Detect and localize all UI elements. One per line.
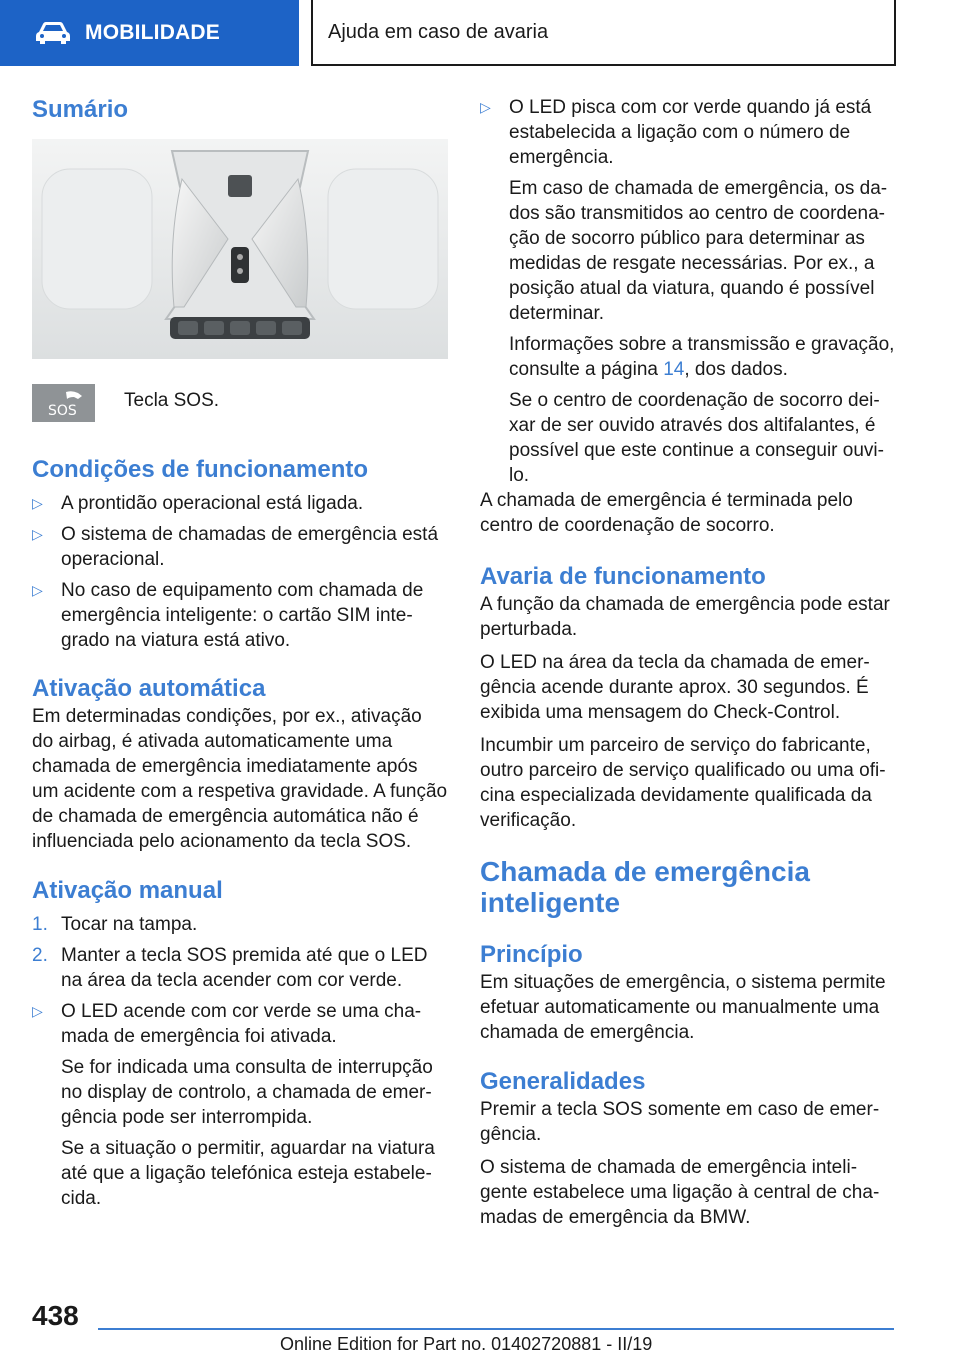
list-item: ▷ No caso de equipamento com chamada de emergência inteligente: o cartão SIM integrado na viatura está ativo. bbox=[32, 580, 424, 651]
page-number: 438 bbox=[32, 1300, 79, 1331]
section-tab-label: MOBILIDADE bbox=[85, 21, 220, 44]
avaria-heading: Avaria de funcionamento bbox=[480, 563, 766, 590]
info-paragraph: Informações sobre a transmissão e gravação, consulte a página 14, dos dados. bbox=[509, 334, 895, 380]
list-item: ▷ O sistema de chamadas de emergência está operacional. bbox=[32, 524, 439, 570]
list-item: ▷ O LED acende com cor verde se uma chamada de emergência foi ativada. bbox=[32, 1001, 422, 1047]
triangle-bullet-icon: ▷ bbox=[480, 99, 491, 115]
generalidades-paragraph: O sistema de chamada de emergência inteligente estabelece uma ligação à central de chamadas de emergência da BMW. bbox=[480, 1157, 880, 1228]
sos-key-row bbox=[32, 384, 448, 422]
condicoes-heading: Condições de funcionamento bbox=[32, 456, 369, 483]
avaria-paragraph: Incumbir um parceiro de serviço do fabricante, outro parceiro de serviço qualificado ou uma oficina especializada devidamente qualificada da verificação. bbox=[480, 735, 886, 831]
page-header bbox=[0, 0, 960, 66]
transmission-paragraph: Em caso de chamada de emergência, os dados são transmitidos ao centro de coordenação de socorro público para determinar as medidas de resgate necessárias. Por ex., a posição atual da viatura, quando é possível determinar. bbox=[509, 178, 888, 324]
sos-icon-label: SOS bbox=[47, 403, 77, 419]
list-item: ▷ A prontidão operacional está ligada. bbox=[32, 493, 364, 514]
step-item: 2. Manter a tecla SOS premida até que o LED na área da tecla acender com cor verde. bbox=[32, 945, 428, 991]
speaker-paragraph: Se o centro de coordenação de socorro deixar de ser ouvido através dos altifalantes, é possível que este continue a conseguir ouvi-lo. bbox=[509, 390, 884, 486]
end-paragraph: A chamada de emergência é terminada pelo centro de coordenação de socorro. bbox=[480, 490, 853, 536]
avaria-paragraph: A função da chamada de emergência pode estar perturbada. bbox=[480, 594, 890, 640]
step-item: 1. Tocar na tampa. bbox=[32, 914, 198, 935]
principio-heading: Princípio bbox=[480, 941, 583, 968]
overhead-console-photo bbox=[32, 139, 448, 359]
auto-paragraph: Em determinadas condições, por ex., ativação do airbag, é ativada automaticamente uma chamada de emergência imediatamente após um acidente com a respetiva gravidade. A função de chamada de emergência automática não é influenciada pelo acionamento da tecla SOS. bbox=[32, 706, 448, 852]
chapter-tab[interactable] bbox=[311, 0, 896, 66]
right-column bbox=[480, 95, 896, 1230]
manual-steps bbox=[32, 912, 448, 1049]
generalidades-paragraph: Premir a tecla SOS somente em caso de emergência. bbox=[480, 1099, 880, 1145]
left-column bbox=[32, 95, 448, 1211]
car-icon bbox=[35, 21, 71, 45]
generalidades-heading: Generalidades bbox=[480, 1068, 646, 1095]
triangle-bullet-icon: ▷ bbox=[32, 495, 43, 511]
manual-heading: Ativação manual bbox=[32, 877, 223, 904]
condicoes-list bbox=[32, 491, 448, 653]
sos-button-icon bbox=[32, 384, 95, 422]
triangle-bullet-icon: ▷ bbox=[32, 1003, 43, 1019]
sos-caption: Tecla SOS. bbox=[124, 390, 220, 411]
page-link[interactable]: 14 bbox=[663, 359, 685, 380]
sumario-heading: Sumário bbox=[32, 96, 129, 123]
led-list bbox=[480, 95, 896, 170]
triangle-bullet-icon: ▷ bbox=[32, 582, 43, 598]
avaria-paragraph: O LED na área da tecla da chamada de emergência acende durante aprox. 30 segundos. É exibida uma mensagem do Check-Control. bbox=[480, 652, 870, 723]
manual-sub-paragraph: Se a situação o permitir, aguardar na viatura até que a ligação telefónica esteja estabelecida. bbox=[61, 1138, 435, 1209]
triangle-bullet-icon: ▷ bbox=[32, 526, 43, 542]
intel-heading: Chamada de emergência inteligente bbox=[480, 856, 810, 918]
chapter-tab-label: Ajuda em caso de avaria bbox=[328, 20, 549, 43]
section-tab[interactable] bbox=[0, 0, 299, 66]
manual-sub-paragraph: Se for indicada uma consulta de interrupção no display de controlo, a chamada de emergência pode ser interrompida. bbox=[61, 1057, 433, 1128]
footer-divider bbox=[98, 1328, 894, 1330]
footer-edition: Online Edition for Part no. 01402720881 - II/19 bbox=[280, 1334, 653, 1354]
auto-heading: Ativação automática bbox=[32, 675, 266, 702]
list-item: ▷ O LED pisca com cor verde quando já está estabelecida a ligação com o número de emergência. bbox=[480, 97, 872, 168]
principio-paragraph: Em situações de emergência, o sistema permite efetuar automaticamente ou manualmente uma chamada de emergência. bbox=[480, 972, 886, 1043]
